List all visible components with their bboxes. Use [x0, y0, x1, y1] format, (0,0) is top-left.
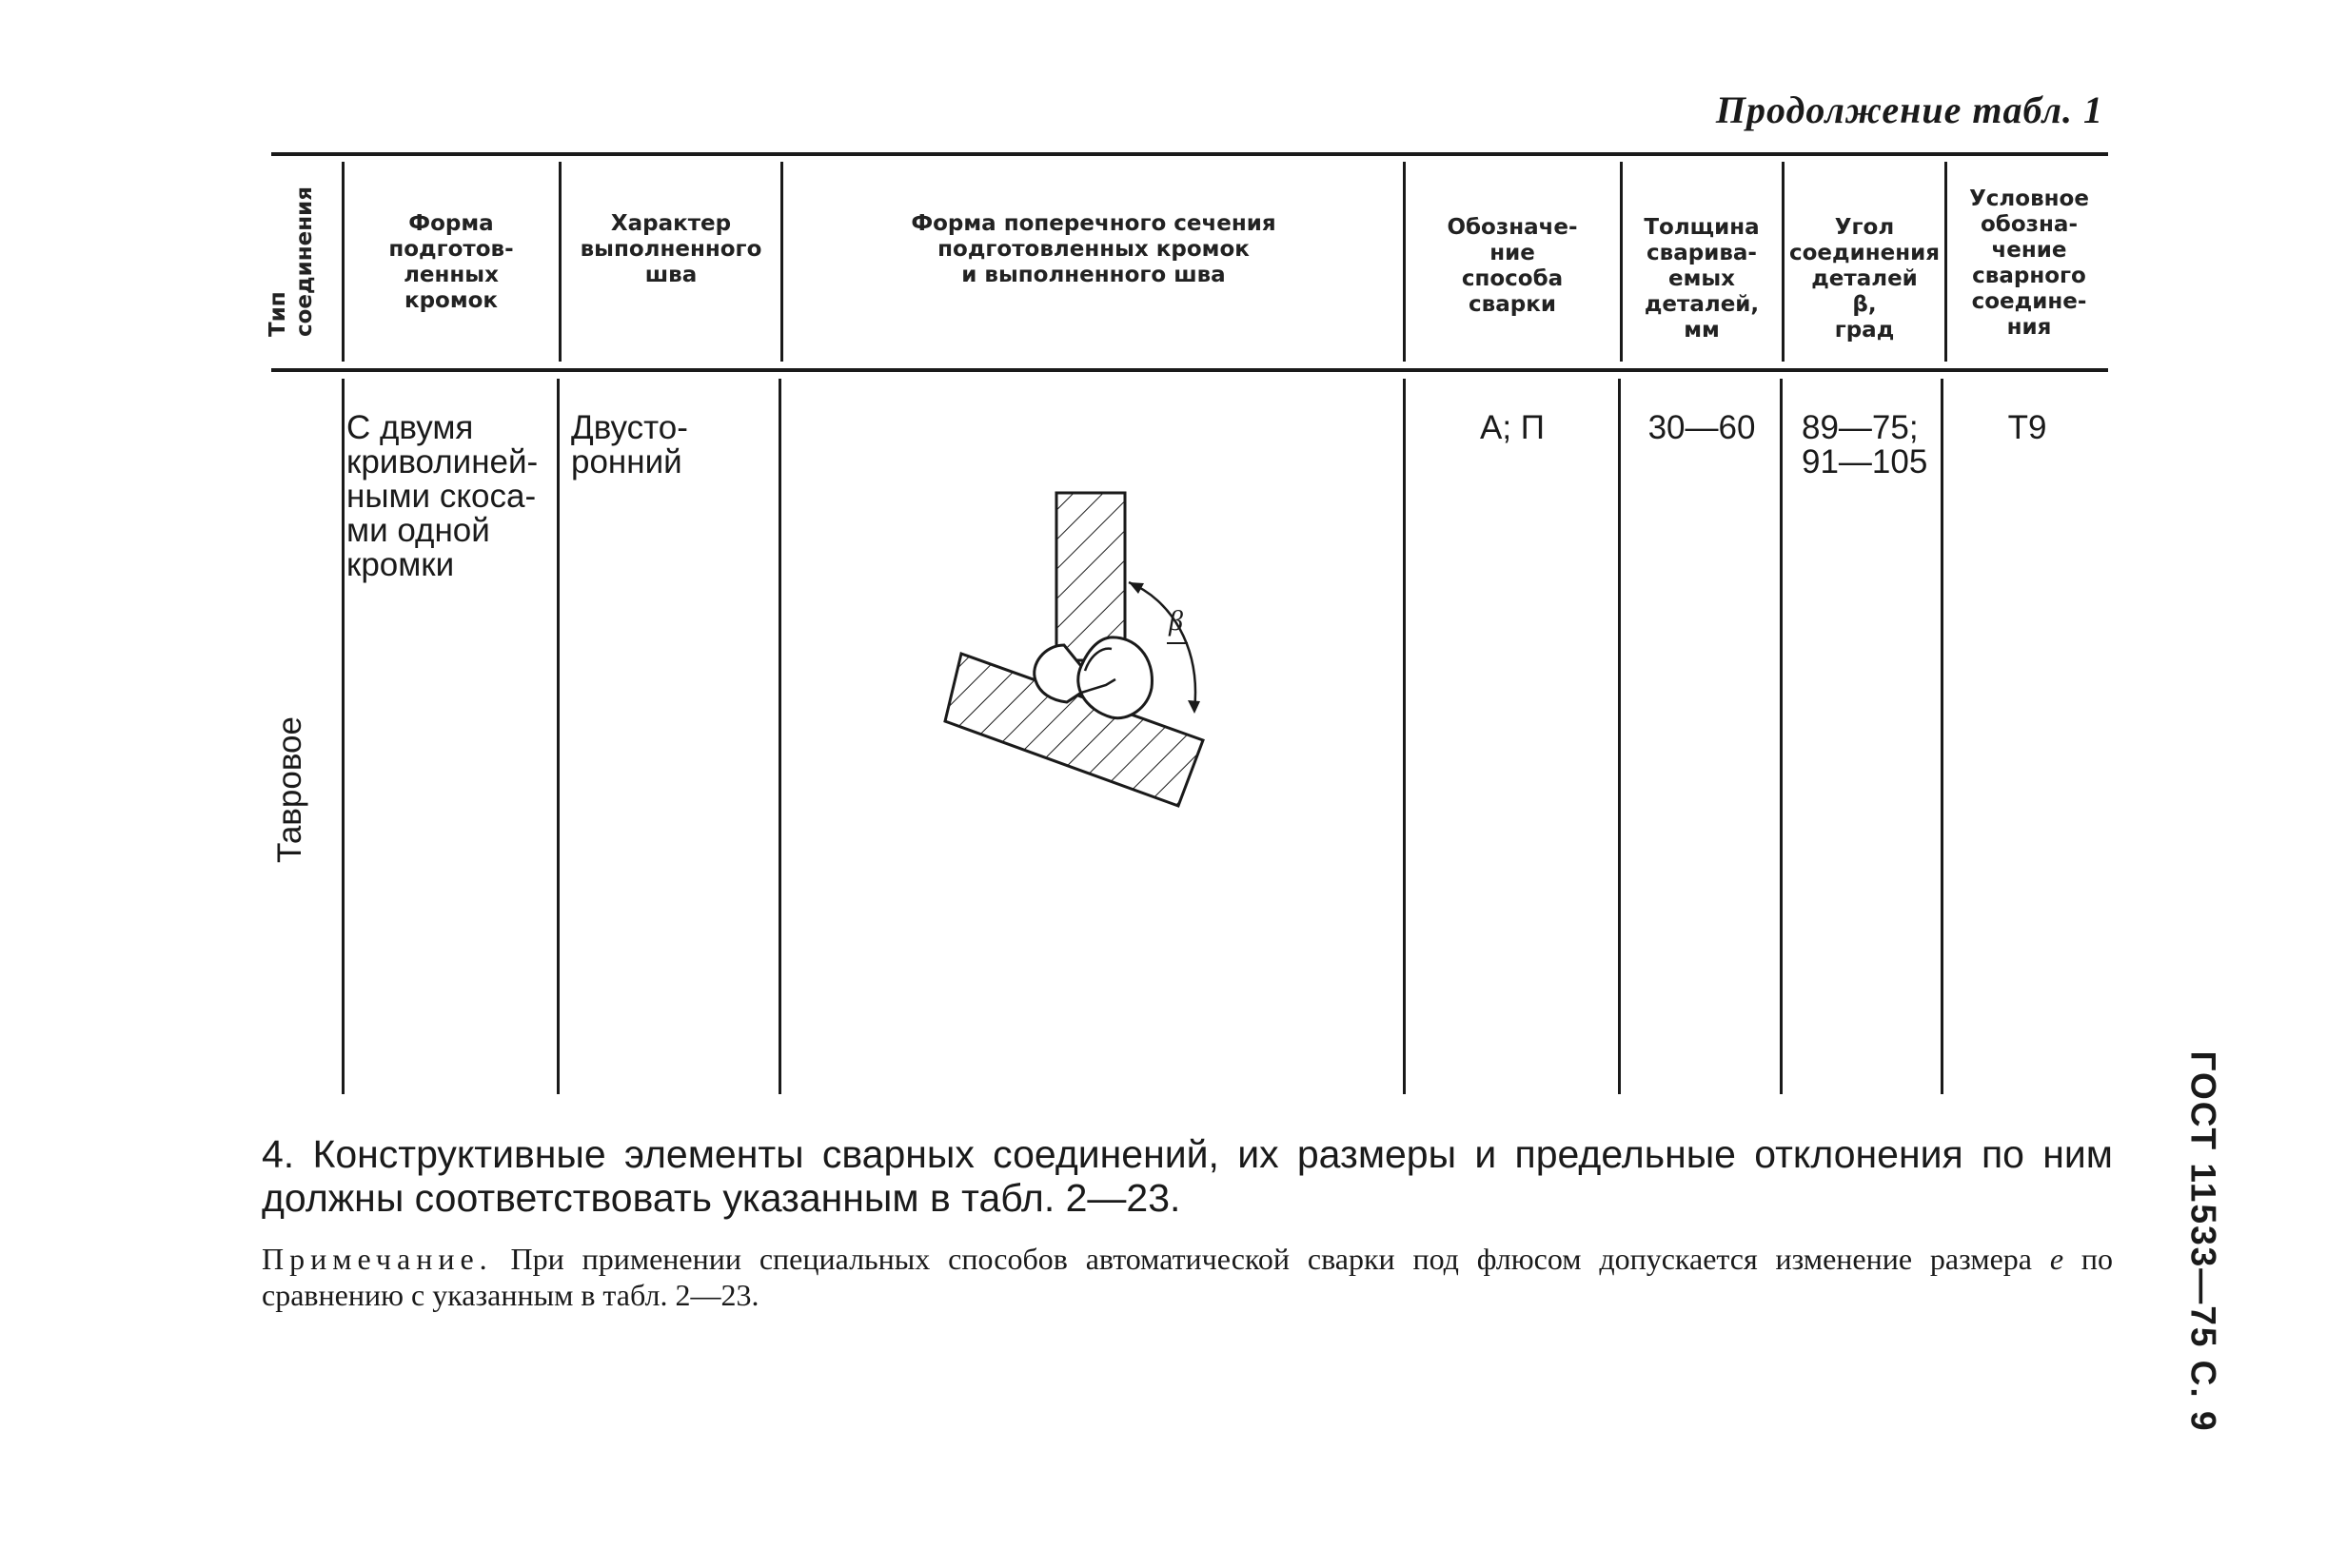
table-continuation-caption: Продолжение табл. 1	[1715, 88, 2103, 131]
col-divider-7-body	[1941, 379, 1943, 1094]
side-standard-text: ГОСТ 11533—75 С. 9	[2184, 1050, 2223, 1433]
paragraph-4: 4. Конструктивные элементы сварных соединений, их размеры и предельные отклонения по ним должны соответствовать указанным в табл. 2—23.	[262, 1132, 2113, 1220]
header-seam-character: Характер выполненного шва	[580, 211, 762, 287]
col-divider-5	[1620, 162, 1623, 362]
header-cross-section: Форма поперечного сечения подготовленных кромок и выполненного шва	[911, 211, 1276, 287]
row-symbol: Т9	[2007, 409, 2047, 446]
header-edge-form: Форма подготов- ленных кромок	[388, 211, 514, 313]
header-type	[251, 167, 331, 357]
row-type	[257, 666, 324, 913]
col-divider-2	[559, 162, 562, 362]
header-angle: Угол соединения деталей β, град	[1789, 215, 1940, 343]
weld-cross-section-figure	[942, 476, 1247, 828]
row-edge-form: С двумя криволиней- ными скоса- ми одной кромки	[346, 409, 539, 583]
note-text-after: по сравнению с указанным в табл. 2—23.	[262, 1242, 2114, 1312]
col-divider-5-body	[1618, 379, 1621, 1094]
col-divider-3	[780, 162, 783, 362]
right-weld-bead	[1078, 637, 1153, 718]
row-method: А; П	[1480, 409, 1545, 446]
col-divider-6-body	[1780, 379, 1783, 1094]
header-thickness: Толщина сварива- емых деталей, мм	[1644, 215, 1760, 343]
table-top-rule	[271, 152, 2108, 156]
angle-arrow-bottom	[1188, 700, 1200, 714]
vertical-plate	[1056, 493, 1125, 660]
col-divider-6	[1782, 162, 1785, 362]
col-divider-1-body	[342, 379, 345, 1094]
col-divider-4	[1403, 162, 1406, 362]
header-method: Обозначе- ние способа сварки	[1447, 215, 1578, 317]
row-type-label: Тавровое	[271, 716, 308, 863]
col-divider-4-body	[1403, 379, 1406, 1094]
note-paragraph	[262, 1241, 2113, 1313]
angle-label: β	[1169, 605, 1183, 637]
header-symbol: Условное обозна- чение сварного соедине- ния	[1969, 186, 2089, 340]
header-type-label: Тип соединения	[266, 186, 317, 337]
col-divider-2-body	[557, 379, 560, 1094]
row-angle: 89—75; 91—105	[1802, 409, 1928, 480]
row-seam-character: Двусто- ронний	[571, 409, 688, 480]
note-text-before: При применении специальных способов автоматической сварки под флюсом допускается изменение размера	[492, 1242, 2050, 1276]
note-label: Примечание.	[262, 1242, 493, 1276]
header-bottom-rule	[271, 368, 2108, 372]
row-thickness: 30—60	[1647, 409, 1756, 446]
col-divider-7	[1944, 162, 1947, 362]
col-divider-1	[342, 162, 345, 362]
col-divider-3-body	[779, 379, 781, 1094]
note-variable-e: е	[2049, 1242, 2064, 1276]
side-standard-label	[2089, 1050, 2317, 1433]
